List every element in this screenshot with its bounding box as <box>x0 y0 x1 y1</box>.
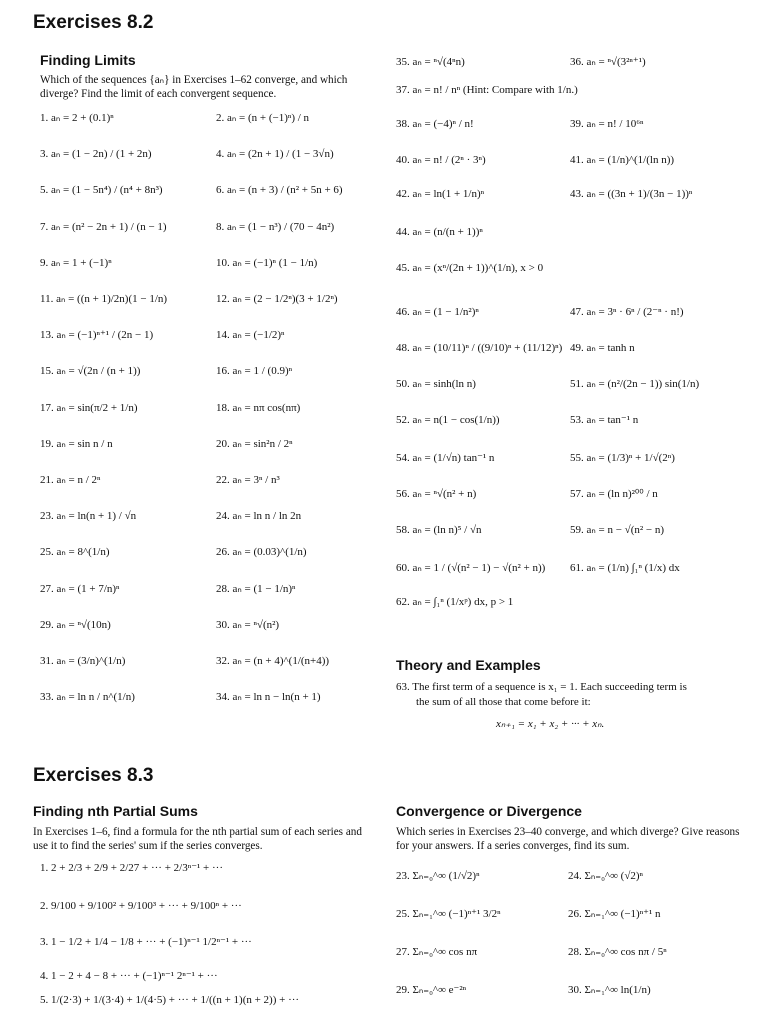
problem-item: 1. aₙ = 2 + (0.1)ⁿ <box>40 112 114 124</box>
problem-item: 12. aₙ = (2 − 1/2ⁿ)(3 + 1/2ⁿ) <box>216 293 338 305</box>
problem-item: 51. aₙ = (n²/(2n − 1)) sin(1/n) <box>570 378 700 390</box>
problem-item: 2. 9/100 + 9/100² + 9/100³ + ··· + 9/100ⁿ + ··· <box>40 900 242 912</box>
problem-item: 59. aₙ = n − √(n² − n) <box>570 524 665 536</box>
problem-item: 32. aₙ = (n + 4)^(1/(n+4)) <box>216 655 330 667</box>
problem-item: 4. 1 − 2 + 4 − 8 + ··· + (−1)ⁿ⁻¹ 2ⁿ⁻¹ + ··· <box>40 970 218 982</box>
problem-item: 41. aₙ = (1/n)^(1/(ln n)) <box>570 154 675 166</box>
exercises-8-2-heading: Exercises 8.2 <box>33 12 154 33</box>
problem-item: 22. aₙ = 3ⁿ / n³ <box>216 474 280 486</box>
problem-item: 14. aₙ = (−1/2)ⁿ <box>216 329 285 342</box>
problem-item: 30. aₙ = ⁿ√(n²) <box>216 618 280 631</box>
problem-item: 24. aₙ = ln n / ln 2n <box>216 510 302 523</box>
problem-item: 5. 1/(2·3) + 1/(3·4) + 1/(4·5) + ··· + 1/((n + 1)(n + 2)) + ··· <box>40 994 300 1006</box>
problem-item: 35. aₙ = ⁿ√(4ⁿn) <box>396 56 465 68</box>
problem-item: 30. Σₙ₌₁^∞ ln(1/n) <box>568 984 651 996</box>
problem-item: 7. aₙ = (n² − 2n + 1) / (n − 1) <box>40 220 167 233</box>
problem-item: 39. aₙ = n! / 10⁶ⁿ <box>570 118 644 130</box>
problem-item: 21. aₙ = n / 2ⁿ <box>40 474 101 486</box>
problem-item: 28. aₙ = (1 − 1/n)ⁿ <box>216 582 296 595</box>
problem-item: 48. aₙ = (10/11)ⁿ / ((9/10)ⁿ + (11/12)ⁿ) <box>396 342 563 354</box>
problem-item: 46. aₙ = (1 − 1/n²)ⁿ <box>396 306 479 318</box>
theory-heading: Theory and Examples <box>396 657 541 673</box>
problem-item: 18. aₙ = nπ cos(nπ) <box>216 401 301 414</box>
problem-item: 56. aₙ = ⁿ√(n² + n) <box>396 488 477 500</box>
problem-item: 6. aₙ = (n + 3) / (n² + 5n + 6) <box>216 184 343 197</box>
problem-item: 50. aₙ = sinh(ln n) <box>396 378 476 390</box>
problem-item: 29. Σₙ₌₀^∞ e⁻²ⁿ <box>396 984 467 996</box>
problem-item: 53. aₙ = tan⁻¹ n <box>570 414 639 426</box>
problem-item: 17. aₙ = sin(π/2 + 1/n) <box>40 401 138 414</box>
problem-item: 34. aₙ = ln n − ln(n + 1) <box>216 691 321 704</box>
problem-item: 61. aₙ = (1/n) ∫₁ⁿ (1/x) dx <box>570 562 680 574</box>
partial-sums-intro: In Exercises 1–6, find a formula for the nth partial sum of each series and use it to find the series' sum if the series converges. <box>33 826 362 852</box>
problem-item: 5. aₙ = (1 − 5n⁴) / (n⁴ + 8n³) <box>40 184 163 197</box>
problem-item: 60. aₙ = 1 / (√(n² − 1) − √(n² + n)) <box>396 562 546 574</box>
problem-item: 28. Σₙ₌₀^∞ cos nπ / 5ⁿ <box>568 946 667 958</box>
problem-item: 23. aₙ = ln(n + 1) / √n <box>40 510 137 523</box>
partial-sum-problems <box>40 862 380 1022</box>
finding-limits-heading: Finding Limits <box>40 52 136 68</box>
problem-item: 31. aₙ = (3/n)^(1/n) <box>40 655 126 667</box>
problem-item: 33. aₙ = ln n / n^(1/n) <box>40 691 135 704</box>
problem-item: 15. aₙ = √(2n / (n + 1)) <box>40 365 141 378</box>
problem-item: 44. aₙ = (n/(n + 1))ⁿ <box>396 226 483 238</box>
problem-63-formula: xₙ₊₁ = x₁ + x₂ + ··· + xₙ. <box>496 718 605 730</box>
problem-item: 1. 2 + 2/3 + 2/9 + 2/27 + ··· + 2/3ⁿ⁻¹ + ··· <box>40 862 223 874</box>
problem-item: 45. aₙ = (xⁿ/(2n + 1))^(1/n), x > 0 <box>396 262 544 274</box>
problem-63-line1: 63. The first term of a sequence is x₁ = 1. Each succeeding term is <box>396 681 687 693</box>
exercises-8-3-heading: Exercises 8.3 <box>33 765 154 786</box>
convergence-intro: Which series in Exercises 23–40 converge, and which diverge? Give reasons for your answers. If a series converges, find its sum. <box>396 826 740 852</box>
problem-item: 9. aₙ = 1 + (−1)ⁿ <box>40 256 112 269</box>
problem-item: 43. aₙ = ((3n + 1)/(3n − 1))ⁿ <box>570 188 693 200</box>
problem-item: 54. aₙ = (1/√n) tan⁻¹ n <box>396 452 495 464</box>
problem-item: 2. aₙ = (n + (−1)ⁿ) / n <box>216 112 310 124</box>
problem-item: 36. aₙ = ⁿ√(3²ⁿ⁺¹) <box>570 56 646 68</box>
problem-item: 58. aₙ = (ln n)⁵ / √n <box>396 524 482 536</box>
problem-item: 25. Σₙ₌₁^∞ (−1)ⁿ⁺¹ 3/2ⁿ <box>396 908 501 920</box>
problem-item: 55. aₙ = (1/3)ⁿ + 1/√(2ⁿ) <box>570 452 675 464</box>
problem-item: 3. aₙ = (1 − 2n) / (1 + 2n) <box>40 148 152 161</box>
problem-item: 49. aₙ = tanh n <box>570 342 635 354</box>
problem-item: 52. aₙ = n(1 − cos(1/n)) <box>396 414 500 426</box>
convergence-problems <box>396 870 746 1024</box>
problem-item: 57. aₙ = (ln n)²⁰⁰ / n <box>570 488 658 500</box>
partial-sums-heading: Finding nth Partial Sums <box>33 803 198 819</box>
problem-item: 23. Σₙ₌₀^∞ (1/√2)ⁿ <box>396 870 480 882</box>
problem-item: 27. Σₙ₌₀^∞ cos nπ <box>396 946 478 958</box>
problem-item: 27. aₙ = (1 + 7/n)ⁿ <box>40 582 120 595</box>
problem-item: 24. Σₙ₌₀^∞ (√2)ⁿ <box>568 870 644 882</box>
problem-item: 29. aₙ = ⁿ√(10n) <box>40 618 111 631</box>
problem-item: 38. aₙ = (−4)ⁿ / n! <box>396 118 474 130</box>
problem-item: 25. aₙ = 8^(1/n) <box>40 546 110 559</box>
problem-item: 13. aₙ = (−1)ⁿ⁺¹ / (2n − 1) <box>40 329 154 342</box>
problem-item: 42. aₙ = ln(1 + 1/n)ⁿ <box>396 188 485 200</box>
problem-item: 40. aₙ = n! / (2ⁿ · 3ⁿ) <box>396 154 486 166</box>
problem-item: 11. aₙ = ((n + 1)/2n)(1 − 1/n) <box>40 293 168 305</box>
problem-item: 16. aₙ = 1 / (0.9)ⁿ <box>216 365 293 378</box>
problem-item: 8. aₙ = (1 − n³) / (70 − 4n²) <box>216 220 335 233</box>
problem-item: 47. aₙ = 3ⁿ · 6ⁿ / (2⁻ⁿ · n!) <box>570 306 684 318</box>
problem-item: 26. Σₙ₌₁^∞ (−1)ⁿ⁺¹ n <box>568 908 661 920</box>
finding-limits-intro: Which of the sequences {aₙ} in Exercises 1–62 converge, and which diverge? Find the limit of each convergent sequence. <box>40 74 348 100</box>
problems-1-34 <box>40 112 380 732</box>
problem-item: 10. aₙ = (−1)ⁿ (1 − 1/n) <box>216 256 318 269</box>
problem-item: 3. 1 − 1/2 + 1/4 − 1/8 + ··· + (−1)ⁿ⁻¹ 1/2ⁿ⁻¹ + ··· <box>40 936 252 948</box>
convergence-heading: Convergence or Divergence <box>396 803 582 819</box>
problem-item: 62. aₙ = ∫₁ⁿ (1/xᵖ) dx, p > 1 <box>396 596 514 608</box>
problem-63-line2: the sum of all those that come before it: <box>416 696 591 708</box>
problem-item: 37. aₙ = n! / nⁿ (Hint: Compare with 1/n.) <box>396 84 578 96</box>
problems-35-62 <box>396 56 746 616</box>
problem-item: 19. aₙ = sin n / n <box>40 437 113 450</box>
problem-item: 26. aₙ = (0.03)^(1/n) <box>216 546 307 559</box>
problem-item: 20. aₙ = sin²n / 2ⁿ <box>216 437 293 450</box>
problem-item: 4. aₙ = (2n + 1) / (1 − 3√n) <box>216 148 334 161</box>
